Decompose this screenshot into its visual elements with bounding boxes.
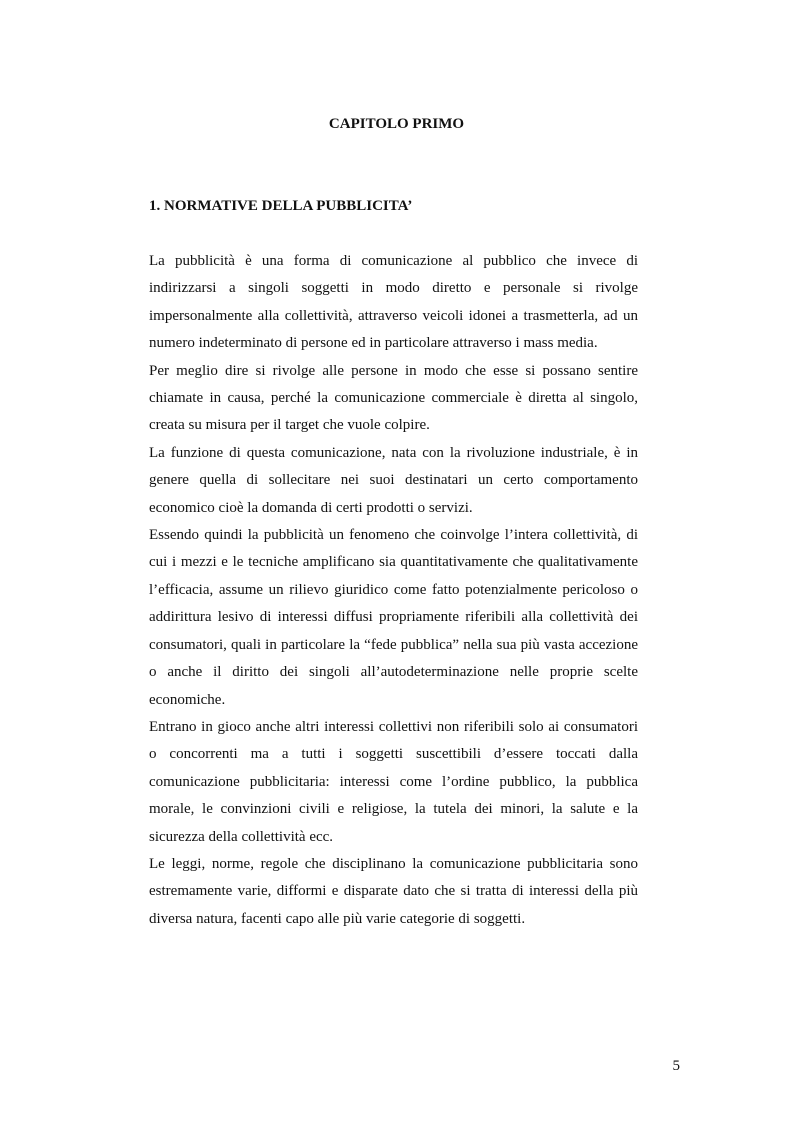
paragraph: La pubblicità è una forma di comunicazione al pubblico che invece di indirizzarsi a singoli soggetti in modo diretto e personale si rivolge impersonalmente alla collettività, attraverso veicoli idonei a trasmetterla, ad un numero indeterminato di persone ed in particolare attraverso i mass media.: [149, 253, 638, 352]
section-title: 1. NORMATIVE DELLA PUBBLICITA’: [149, 198, 413, 214]
paragraph: Per meglio dire si rivolge alle persone in modo che esse si possano sentire chiamate in causa, perché la comunicazione commerciale è diretta al singolo, creata su misura per il target che vuole colpire.: [149, 362, 638, 434]
paragraph: Le leggi, norme, regole che disciplinano la comunicazione pubblicitaria sono estremamente varie, difformi e disparate dato che si tratta di interessi della più diversa natura, facenti capo alle più varie categorie di soggetti.: [149, 855, 638, 927]
body-text: [149, 248, 638, 933]
paragraph: Essendo quindi la pubblicità un fenomeno che coinvolge l’intera collettività, di cui i mezzi e le tecniche amplificano sia quantitativamente che qualitativamente l’efficacia, assume un rilievo giuridico come fatto potenzialmente pericoloso o addirittura lesivo di interessi diffusi propriamente riferibili alla collettività dei consumatori, quali in particolare la “fede pubblica” nella sua più vasta accezione o anche il diritto dei singoli all’autodeterminazione nelle proprie scelte economiche.: [149, 527, 638, 708]
page-number: 5: [672, 1058, 680, 1074]
paragraph: La funzione di questa comunicazione, nata con la rivoluzione industriale, è in genere quella di sollecitare nei suoi destinatari un certo comportamento economico cioè la domanda di certi prodotti o servizi.: [149, 444, 638, 516]
chapter-title: CAPITOLO PRIMO: [328, 116, 465, 132]
paragraph: Entrano in gioco anche altri interessi collettivi non riferibili solo ai consumatori o concorrenti ma a tutti i soggetti suscettibili d’essere toccati dalla comunicazione pubblicitaria: interessi come l’ordine pubblico, la pubblica morale, le convinzioni civili e religiose, la tutela dei minori, la salute e la sicurezza della collettività ecc.: [149, 718, 638, 845]
